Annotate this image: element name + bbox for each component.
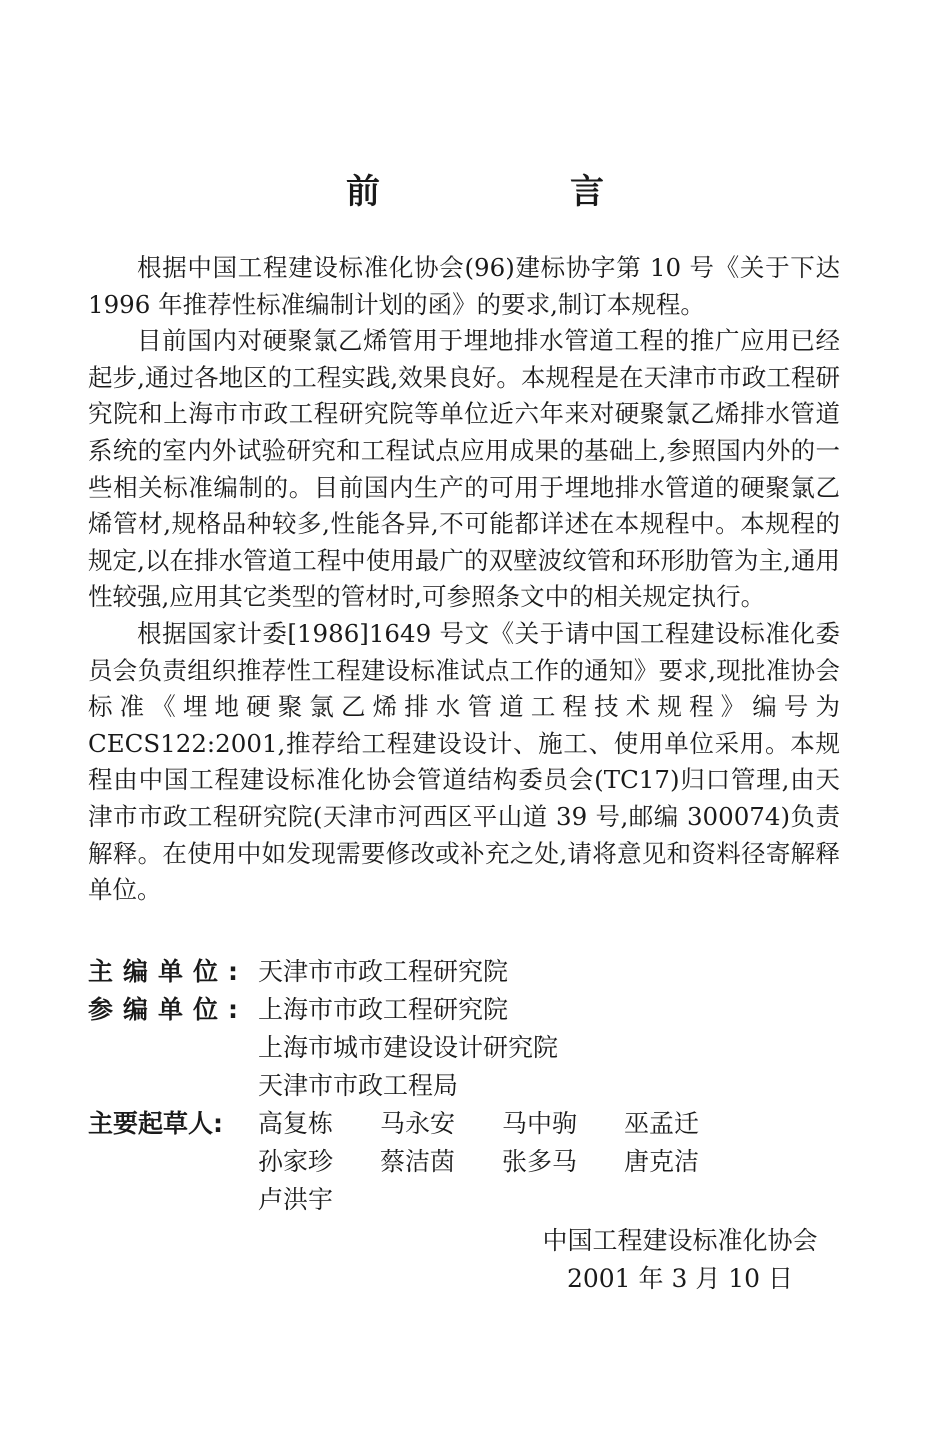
foreword-body: [88, 250, 840, 909]
participant-unit: 上海市市政工程研究院: [258, 995, 509, 1024]
drafter-name: 唐克洁: [624, 1147, 700, 1176]
drafter-name: 卢洪宇: [258, 1185, 334, 1214]
participant-unit: 天津市市政工程局: [258, 1071, 459, 1100]
chief-editor-row: [88, 953, 848, 991]
chief-editor-label: 主编单位:: [88, 957, 248, 986]
paragraph: 根据中国工程建设标准化协会(96)建标协字第 10 号《关于下达 1996 年推荐性标准编制计划的函》的要求,制订本规程。: [88, 253, 840, 319]
paragraph: 目前国内对硬聚氯乙烯管用于埋地排水管道工程的推广应用已经起步,通过各地区的工程实践,效果良好。本规程是在天津市市政工程研究院和上海市市政工程研究院等单位近六年来对硬聚氯乙烯排水管道系统的室内外试验研究和工程试点应用成果的基础上,参照国内外的一些相关标准编制的。目前国内生产的可用于埋地排水管道的硬聚氯乙烯管材,规格品种较多,性能各异,不可能都详述在本规程中。本规程的规定,以在排水管道工程中使用最广的双壁波纹管和环形肋管为主,通用性较强,应用其它类型的管材时,可参照条文中的相关规定执行。: [88, 326, 840, 612]
drafter-name: 马永安: [380, 1109, 456, 1138]
paragraph: 根据国家计委[1986]1649 号文《关于请中国工程建设标准化委员会负责组织推荐性工程建设标准试点工作的通知》要求,现批准协会标准《埋地硬聚氯乙烯排水管道工程技术规程》编号为 CECS122:2001,推荐给工程建设设计、施工、使用单位采用。本规程由中国工程建设标准化协会管道结构委员会(TC17)归口管理,由天津市市政工程研究院(天津市河西区平山道 39 号,邮编 300074)负责解释。在使用中如发现需要修改或补充之处,请将意见和资料径寄解释单位。: [88, 618, 840, 905]
drafter-name: 马中驹: [502, 1109, 578, 1138]
drafters-row: [88, 1105, 848, 1219]
drafter-name: 蔡洁茵: [380, 1147, 456, 1176]
drafter-name: 孙家珍: [258, 1147, 334, 1176]
drafter-name: 巫孟迁: [624, 1109, 700, 1138]
drafter-name: 张多马: [502, 1147, 578, 1176]
participants-row: [88, 991, 848, 1105]
page-title: 前 言: [346, 172, 682, 212]
signature-block: [520, 1222, 840, 1298]
drafter-name: 高复栋: [258, 1109, 334, 1138]
participants-label: 参编单位:: [88, 995, 248, 1024]
credits-section: [88, 953, 848, 1219]
signature-organization: 中国工程建设标准化协会: [542, 1226, 818, 1255]
drafters-label: 主要起草人:: [88, 1109, 223, 1138]
participant-unit: 上海市城市建设设计研究院: [258, 1033, 559, 1062]
chief-editor-unit: 天津市市政工程研究院: [258, 957, 509, 986]
signature-date: 2001 年 3 月 10 日: [566, 1264, 794, 1293]
